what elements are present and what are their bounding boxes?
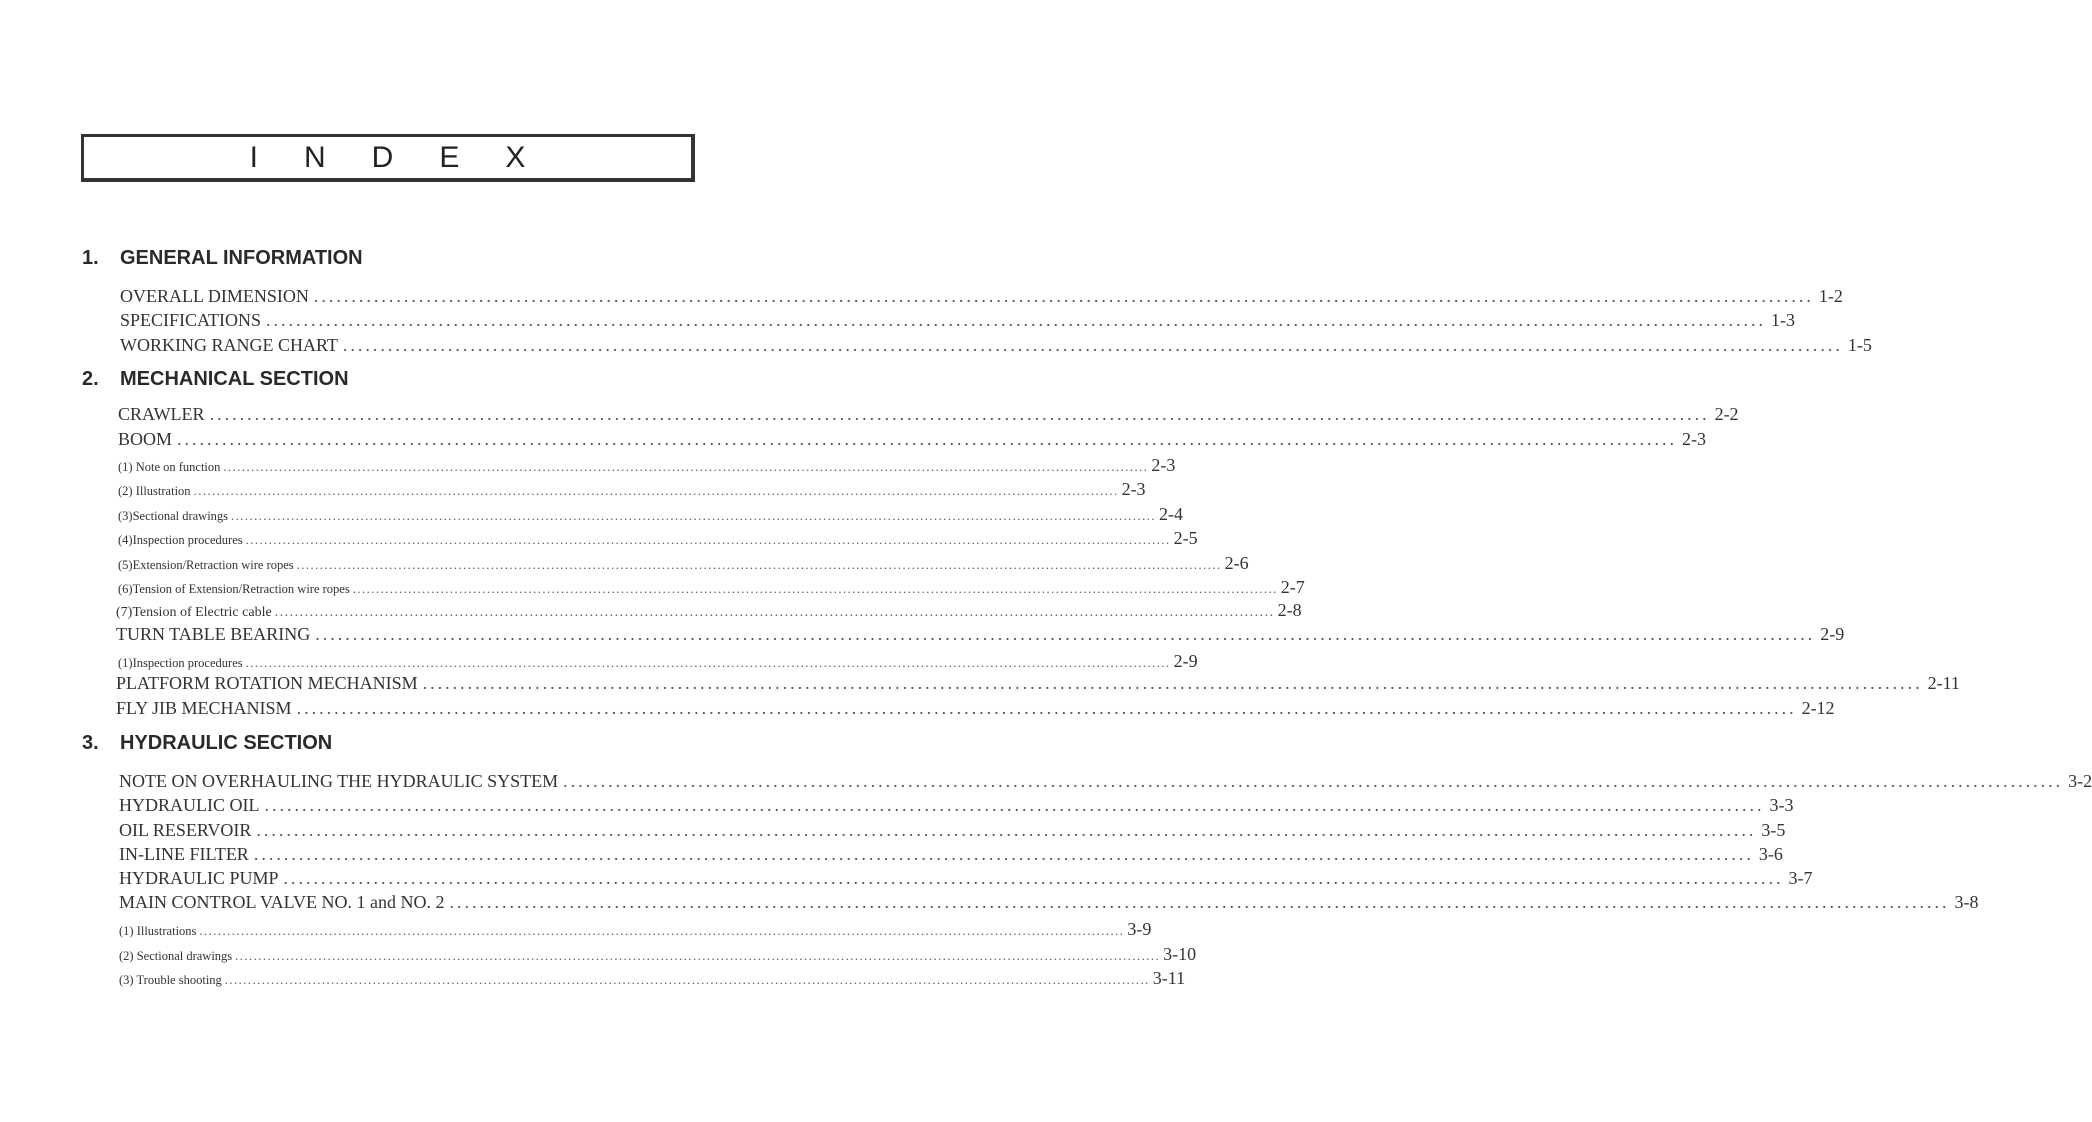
entry-page: 1-2 xyxy=(1818,286,1843,306)
entry-page: 2-3 xyxy=(1121,479,1146,499)
section-number: 2. xyxy=(82,368,99,390)
toc-entry[interactable] xyxy=(118,455,1176,476)
entry-label: HYDRAULIC OIL xyxy=(119,795,260,815)
entry-page: 3-11 xyxy=(1152,968,1186,988)
entry-page: 2-5 xyxy=(1173,528,1198,548)
dot-leader: ........................................................................................................................................................................................................ xyxy=(177,429,1678,449)
toc-entry[interactable] xyxy=(118,528,1198,549)
toc-entry[interactable] xyxy=(118,577,1305,598)
entry-page: 3-7 xyxy=(1788,868,1813,888)
entry-label: (2) Illustration xyxy=(118,484,191,498)
entry-page: 1-3 xyxy=(1771,310,1796,330)
toc-entry[interactable] xyxy=(119,868,1813,889)
toc-entry[interactable] xyxy=(116,698,1835,719)
entry-page: 2-7 xyxy=(1280,577,1305,597)
entry-label: (1)Inspection procedures xyxy=(118,656,243,670)
dot-leader: ........................................................................................................................................................................................................ xyxy=(342,335,1843,355)
entry-label: OVERALL DIMENSION xyxy=(120,286,309,306)
toc-entry[interactable] xyxy=(119,919,1152,940)
toc-entry[interactable] xyxy=(118,404,1739,425)
entry-page: 3-3 xyxy=(1769,795,1794,815)
toc-entry[interactable] xyxy=(116,624,1845,645)
dot-leader: ........................................................................................................................................................................................................ xyxy=(235,949,1161,963)
dot-leader: ........................................................................................................................................................................................................ xyxy=(193,484,1119,498)
entry-page: 2-6 xyxy=(1224,553,1249,573)
entry-page: 2-3 xyxy=(1682,429,1707,449)
entry-page: 2-12 xyxy=(1801,698,1835,718)
entry-label: (5)Extension/Retraction wire ropes xyxy=(118,558,294,572)
entry-page: 2-4 xyxy=(1159,504,1184,524)
section-heading xyxy=(82,247,363,270)
section-number: 1. xyxy=(82,247,99,269)
dot-leader: ........................................................................................................................................................................................................ xyxy=(352,582,1278,596)
toc-entry[interactable] xyxy=(119,820,1786,841)
toc-entry[interactable] xyxy=(120,310,1796,331)
entry-page: 3-2 xyxy=(2068,771,2092,791)
dot-leader: ........................................................................................................................................................................................................ xyxy=(256,820,1757,840)
entry-label: (2) Sectional drawings xyxy=(119,949,233,963)
entry-label: NOTE ON OVERHAULING THE HYDRAULIC SYSTEM xyxy=(119,771,559,791)
entry-label: FLY JIB MECHANISM xyxy=(116,698,292,718)
index-title-box xyxy=(81,134,695,182)
dot-leader: ........................................................................................................................................................................................................ xyxy=(296,698,1797,718)
toc-entry[interactable] xyxy=(118,479,1146,500)
entry-label: SPECIFICATIONS xyxy=(120,310,262,330)
dot-leader: ........................................................................................................................................................................................................ xyxy=(296,558,1222,572)
toc-entry[interactable] xyxy=(118,504,1184,525)
section-heading xyxy=(82,368,349,391)
toc-entry[interactable] xyxy=(120,286,1843,307)
entry-page: 2-8 xyxy=(1277,600,1302,620)
entry-label: (6)Tension of Extension/Retraction wire ropes xyxy=(118,582,350,596)
dot-leader: ........................................................................................................................................................................................................ xyxy=(223,460,1149,474)
entry-label: (3) Trouble shooting xyxy=(119,973,222,987)
dot-leader: ........................................................................................................................................................................................................ xyxy=(231,509,1157,523)
dot-leader: ........................................................................................................................................................................................................ xyxy=(199,924,1125,938)
dot-leader: ........................................................................................................................................................................................................ xyxy=(563,771,2064,791)
entry-label: BOOM xyxy=(118,429,173,449)
entry-label: (1) Note on function xyxy=(118,460,221,474)
dot-leader: ........................................................................................................................................................................................................ xyxy=(315,624,1816,644)
entry-label: (1) Illustrations xyxy=(119,924,197,938)
entry-label: (7)Tension of Electric cable xyxy=(116,605,272,620)
section-title: GENERAL INFORMATION xyxy=(120,247,363,269)
dot-leader: ........................................................................................................................................................................................................ xyxy=(266,310,1767,330)
dot-leader: ........................................................................................................................................................................................................ xyxy=(274,605,1275,620)
toc-entry[interactable] xyxy=(116,600,1302,621)
toc-entry[interactable] xyxy=(119,968,1186,989)
entry-label: WORKING RANGE CHART xyxy=(120,335,338,355)
entry-label: (3)Sectional drawings xyxy=(118,509,229,523)
toc-entry[interactable] xyxy=(119,944,1197,965)
entry-page: 3-5 xyxy=(1761,820,1786,840)
toc-entry[interactable] xyxy=(119,892,1979,913)
dot-leader: ........................................................................................................................................................................................................ xyxy=(224,973,1150,987)
index-title: INDEX xyxy=(249,140,572,174)
entry-page: 2-9 xyxy=(1173,651,1198,671)
toc-entry[interactable] xyxy=(118,651,1198,672)
section-heading xyxy=(82,732,332,755)
dot-leader: ........................................................................................................................................................................................................ xyxy=(449,892,1950,912)
dot-leader: ........................................................................................................................................................................................................ xyxy=(253,844,1754,864)
toc-entry[interactable] xyxy=(119,795,1794,816)
toc-entry[interactable] xyxy=(120,335,1872,356)
entry-page: 2-11 xyxy=(1927,673,1960,693)
dot-leader: ........................................................................................................................................................................................................ xyxy=(209,404,1710,424)
dot-leader: ........................................................................................................................................................................................................ xyxy=(422,673,1923,693)
entry-label: HYDRAULIC PUMP xyxy=(119,868,279,888)
toc-entry[interactable] xyxy=(118,553,1249,574)
section-title: MECHANICAL SECTION xyxy=(120,368,349,390)
dot-leader: ........................................................................................................................................................................................................ xyxy=(313,286,1814,306)
section-title: HYDRAULIC SECTION xyxy=(120,732,333,754)
entry-label: TURN TABLE BEARING xyxy=(116,624,311,644)
entry-page: 3-10 xyxy=(1163,944,1197,964)
entry-label: CRAWLER xyxy=(118,404,205,424)
toc-entry[interactable] xyxy=(119,771,2092,792)
entry-page: 2-3 xyxy=(1151,455,1176,475)
entry-page: 3-6 xyxy=(1758,844,1783,864)
entry-page: 2-2 xyxy=(1714,404,1739,424)
toc-entry[interactable] xyxy=(116,673,1960,694)
entry-label: (4)Inspection procedures xyxy=(118,533,243,547)
dot-leader: ........................................................................................................................................................................................................ xyxy=(283,868,1784,888)
toc-entry[interactable] xyxy=(118,429,1707,450)
section-number: 3. xyxy=(82,732,99,754)
entry-page: 3-8 xyxy=(1954,892,1979,912)
entry-label: MAIN CONTROL VALVE NO. 1 and NO. 2 xyxy=(119,892,445,912)
dot-leader: ........................................................................................................................................................................................................ xyxy=(245,656,1171,670)
dot-leader: ........................................................................................................................................................................................................ xyxy=(264,795,1765,815)
entry-page: 3-9 xyxy=(1127,919,1152,939)
entry-label: OIL RESERVOIR xyxy=(119,820,252,840)
toc-entry[interactable] xyxy=(119,844,1783,865)
entry-label: PLATFORM ROTATION MECHANISM xyxy=(116,673,418,693)
entry-page: 2-9 xyxy=(1820,624,1845,644)
entry-page: 1-5 xyxy=(1847,335,1872,355)
dot-leader: ........................................................................................................................................................................................................ xyxy=(245,533,1171,547)
entry-label: IN-LINE FILTER xyxy=(119,844,249,864)
